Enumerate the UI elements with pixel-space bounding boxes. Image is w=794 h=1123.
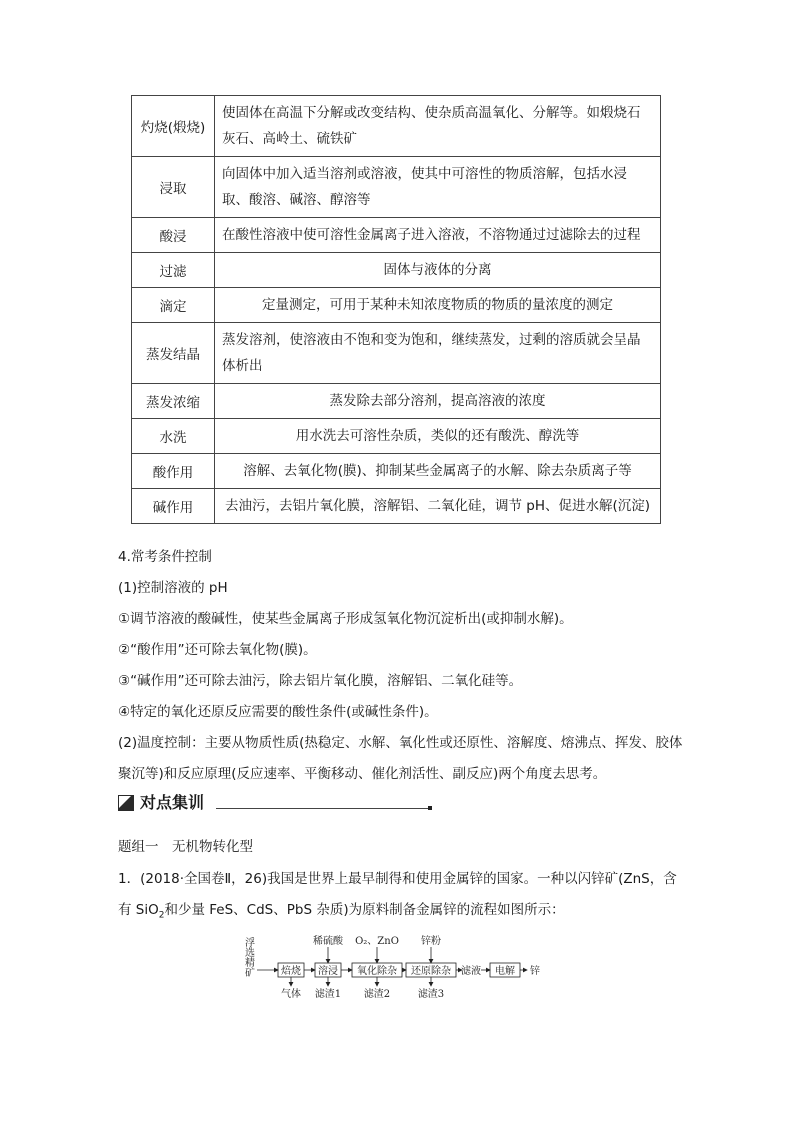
- table-row: [132, 253, 661, 288]
- description-cell: 在酸性溶液中使可溶性金属离子进入溶液，不溶物通过过滤除去的过程: [215, 218, 661, 253]
- table-row: [132, 489, 661, 524]
- term-cell: 蒸发浓缩: [132, 384, 215, 419]
- filtrate-label: 滤液: [461, 966, 481, 977]
- process-table: [131, 95, 661, 524]
- zinc-process-flowchart: [245, 933, 555, 1003]
- input-reagent-label: O₂、ZnO: [355, 936, 399, 947]
- process-step-label: 溶浸: [318, 966, 338, 977]
- section4-heading: 4.常考条件控制: [118, 549, 212, 565]
- term-cell: 酸作用: [132, 454, 215, 489]
- section-title: 对点集训: [140, 793, 205, 812]
- table-row: [132, 419, 661, 454]
- training-section-header: [118, 793, 438, 815]
- output-product-label: 气体: [281, 989, 301, 1000]
- process-step-label: 电解: [495, 966, 515, 977]
- ph-item-1: ①调节溶液的酸碱性，使某些金属离子形成氢氧化物沉淀析出(或抑制水解)。: [118, 611, 573, 627]
- term-cell: 蒸发结晶: [132, 323, 215, 384]
- description-cell: 定量测定，可用于某种未知浓度物质的物质的量浓度的测定: [215, 288, 661, 323]
- question-group-title: 题组一 无机物转化型: [118, 839, 253, 855]
- ph-control-heading: (1)控制溶液的 pH: [118, 580, 228, 596]
- term-cell: 浸取: [132, 157, 215, 218]
- table-row: [132, 218, 661, 253]
- description-cell: 向固体中加入适当溶剂或溶液，使其中可溶性的物质溶解，包括水浸取、酸溶、碱溶、醇溶等: [215, 157, 661, 218]
- start-label-char: 矿: [245, 968, 255, 979]
- table-row: [132, 384, 661, 419]
- start-label-char: 选: [245, 948, 255, 959]
- description-cell: 固体与液体的分离: [215, 253, 661, 288]
- description-cell: 去油污，去铝片氧化膜，溶解铝、二氧化硅，调节 pH、促进水解(沉淀): [215, 489, 661, 524]
- output-product-label: 滤渣3: [417, 989, 445, 1000]
- section-divider-dot: [428, 806, 432, 810]
- start-label-char: 浮: [245, 938, 255, 949]
- ph-item-2: ②“酸作用”还可除去氧化物(膜)。: [118, 642, 317, 658]
- table-row: [132, 288, 661, 323]
- term-cell: 水洗: [132, 419, 215, 454]
- table-row: [132, 157, 661, 218]
- output-product-label: 滤渣1: [314, 989, 342, 1000]
- question-1-text: 1．(2018·全国卷Ⅱ，26)我国是世界上最早制得和使用金属锌的国家。一种以闪锌矿(ZnS，含有 SiO$_2$和少量 FeS、CdS、PbS 杂质)为原料制备金属锌的流程如图所示：: [118, 871, 677, 921]
- term-cell: 碱作用: [132, 489, 215, 524]
- description-cell: 溶解、去氧化物(膜)、抑制某些金属离子的水解、除去杂质离子等: [215, 454, 661, 489]
- description-cell: 蒸发溶剂，使溶液由不饱和变为饱和，继续蒸发，过剩的溶质就会呈晶体析出: [215, 323, 661, 384]
- ph-item-4: ④特定的氧化还原反应需要的酸性条件(或碱性条件)。: [118, 704, 438, 720]
- term-cell: 酸浸: [132, 218, 215, 253]
- start-label-char: 精: [245, 958, 255, 969]
- section-divider: [216, 808, 428, 809]
- section-marker-icon: [118, 795, 134, 811]
- term-cell: 过滤: [132, 253, 215, 288]
- input-reagent-label: 锌粉: [421, 936, 441, 947]
- process-step-label: 焙烧: [281, 966, 301, 977]
- table-row: [132, 96, 661, 157]
- term-cell: 滴定: [132, 288, 215, 323]
- table-row: [132, 454, 661, 489]
- process-step-label: 氧化除杂: [357, 966, 397, 977]
- description-cell: 使固体在高温下分解或改变结构、使杂质高温氧化、分解等。如煅烧石灰石、高岭土、硫铁矿: [215, 96, 661, 157]
- temperature-control: (2)温度控制：主要从物质性质(热稳定、水解、氧化性或还原性、溶解度、熔沸点、挥发、胶体聚沉等)和反应原理(反应速率、平衡移动、催化剂活性、副反应)两个角度去思考。: [118, 735, 683, 782]
- table-row: [132, 323, 661, 384]
- input-reagent-label: 稀硫酸: [313, 936, 343, 947]
- process-step-label: 还原除杂: [411, 966, 451, 977]
- product-label: 锌: [530, 966, 540, 977]
- output-product-label: 滤渣2: [363, 989, 391, 1000]
- description-cell: 用水洗去可溶性杂质，类似的还有酸洗、醇洗等: [215, 419, 661, 454]
- subscript-2: 2: [158, 910, 165, 921]
- ph-item-3: ③“碱作用”还可除去油污，除去铝片氧化膜，溶解铝、二氧化硅等。: [118, 673, 523, 689]
- description-cell: 蒸发除去部分溶剂，提高溶液的浓度: [215, 384, 661, 419]
- term-cell: 灼烧(煅烧): [132, 96, 215, 157]
